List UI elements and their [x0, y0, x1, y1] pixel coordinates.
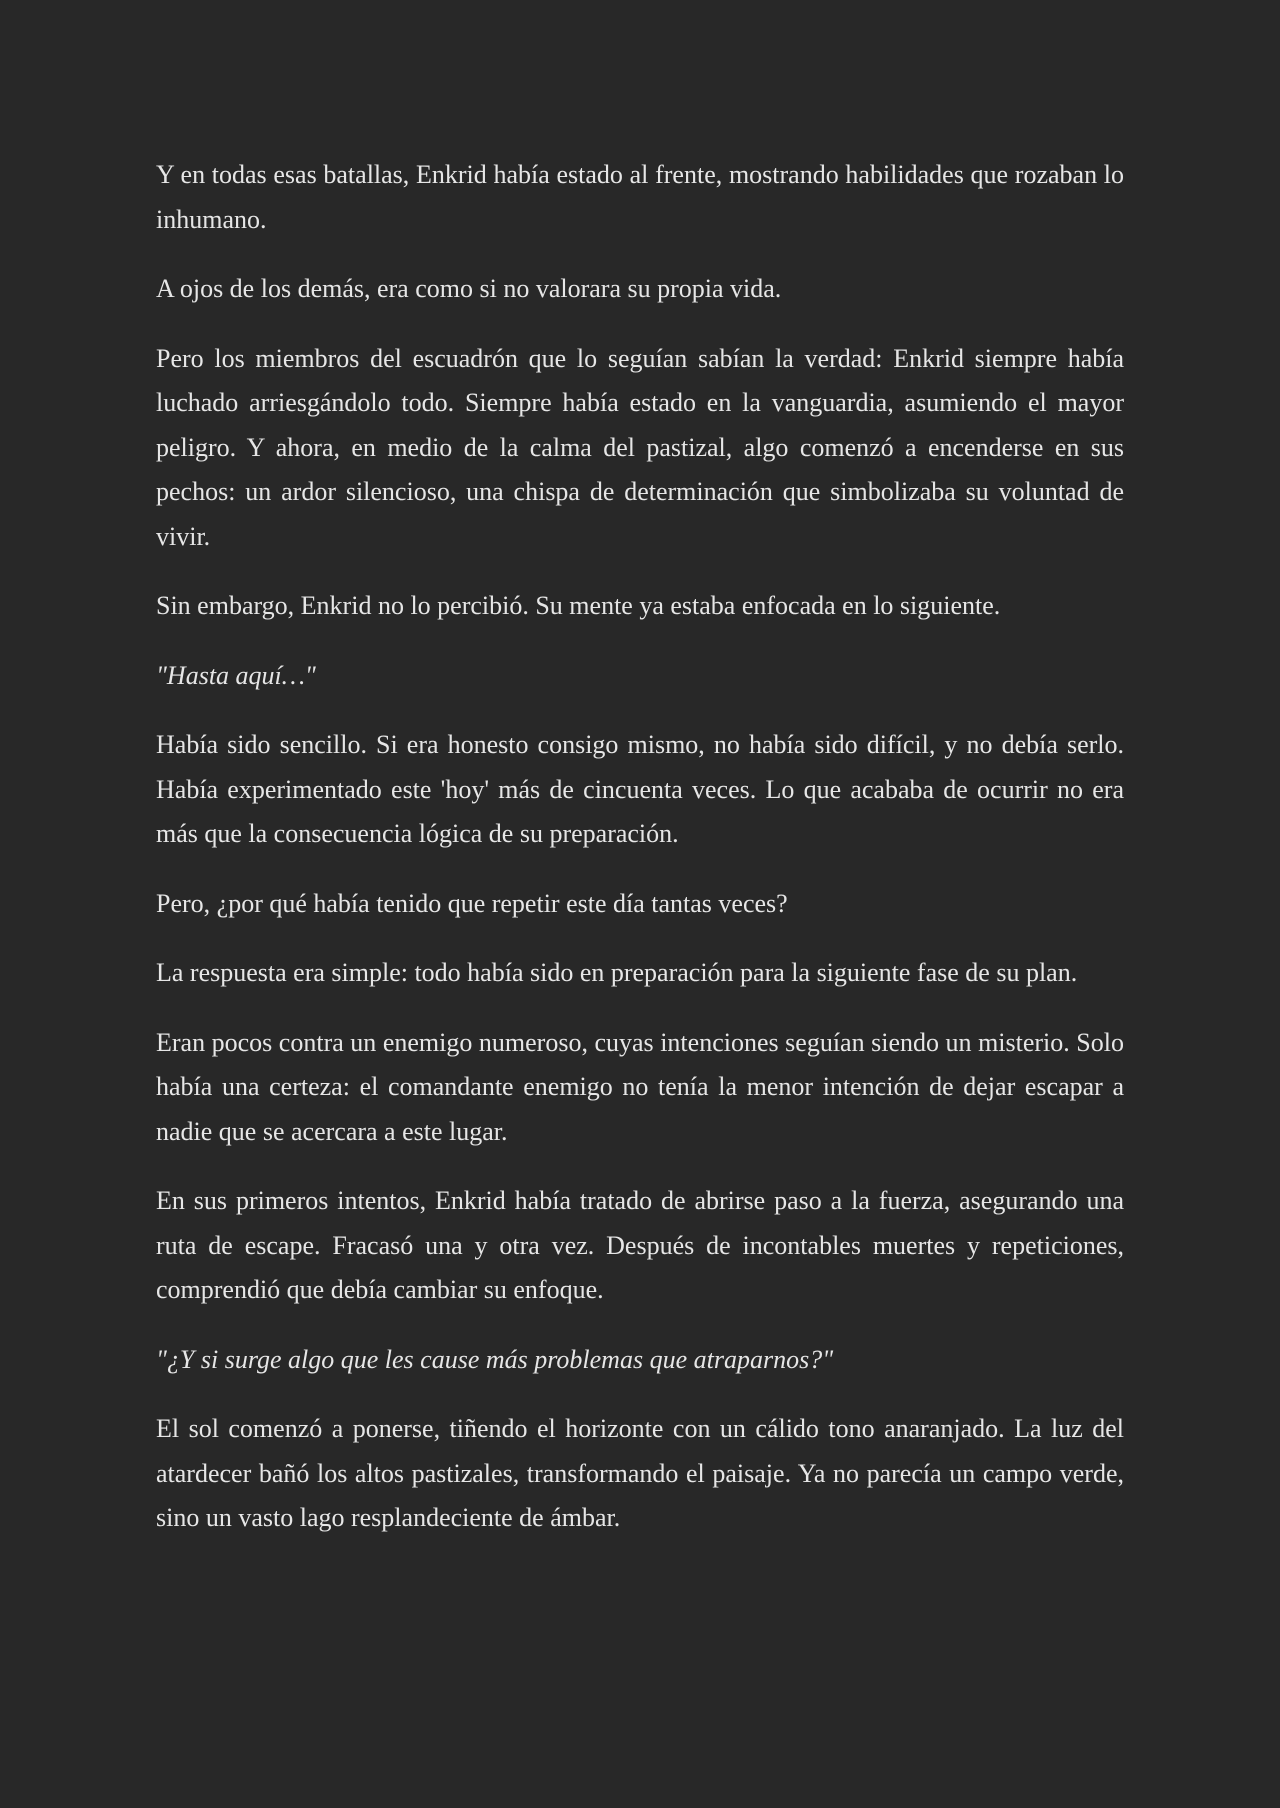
paragraph-3: Pero los miembros del escuadrón que lo seguían sabían la verdad: Enkrid siempre había luchado arriesgándolo todo. Siempre había estado en la vanguardia, asumiendo el mayor peligro. Y ahora, en medio de la calma del pastizal, algo comenzó a encenderse en sus pechos: un ardor silencioso, una chispa de determinación que simbolizaba su voluntad de vivir.	[156, 343, 1124, 551]
paragraph-12: El sol comenzó a ponerse, tiñendo el horizonte con un cálido tono anaranjado. La luz del atardecer bañó los altos pastizales, transformando el paisaje. Ya no parecía un campo verde, sino un vasto lago resplandeciente de ámbar.	[156, 1414, 1124, 1532]
text-column	[156, 153, 1124, 1541]
paragraph-10: En sus primeros intentos, Enkrid había tratado de abrirse paso a la fuerza, asegurando una ruta de escape. Fracasó una y otra vez. Después de incontables muertes y repeticiones, comprendió que debía cambiar su enfoque.	[156, 1186, 1124, 1304]
paragraph-9: Eran pocos contra un enemigo numeroso, cuyas intenciones seguían siendo un misterio. Solo había una certeza: el comandante enemigo no tenía la menor intención de dejar escapar a nadie que se acercara a este lugar.	[156, 1027, 1124, 1146]
paragraph-7: Pero, ¿por qué había tenido que repetir este día tantas veces?	[156, 888, 788, 918]
paragraph-4: Sin embargo, Enkrid no lo percibió. Su mente ya estaba enfocada en lo siguiente.	[156, 591, 1001, 620]
dialogue-hasta-aqui: "Hasta aquí…"	[156, 660, 316, 690]
paragraph-2: A ojos de los demás, era como si no valorara su propia vida.	[156, 274, 782, 303]
paragraph-8: La respuesta era simple: todo había sido en preparación para la siguiente fase de su plan.	[156, 958, 1078, 987]
paragraph-6: Había sido sencillo. Si era honesto consigo mismo, no había sido difícil, y no debía serlo. Había experimentado este 'hoy' más de cincuenta veces. Lo que acababa de ocurrir no era más que la consecuencia lógica de su preparación.	[156, 730, 1124, 848]
paragraph-1: Y en todas esas batallas, Enkrid había estado al frente, mostrando habilidades que rozaban lo inhumano.	[156, 160, 1124, 234]
dialogue-y-si-surge: "¿Y si surge algo que les cause más problemas que atraparnos?"	[156, 1344, 834, 1374]
